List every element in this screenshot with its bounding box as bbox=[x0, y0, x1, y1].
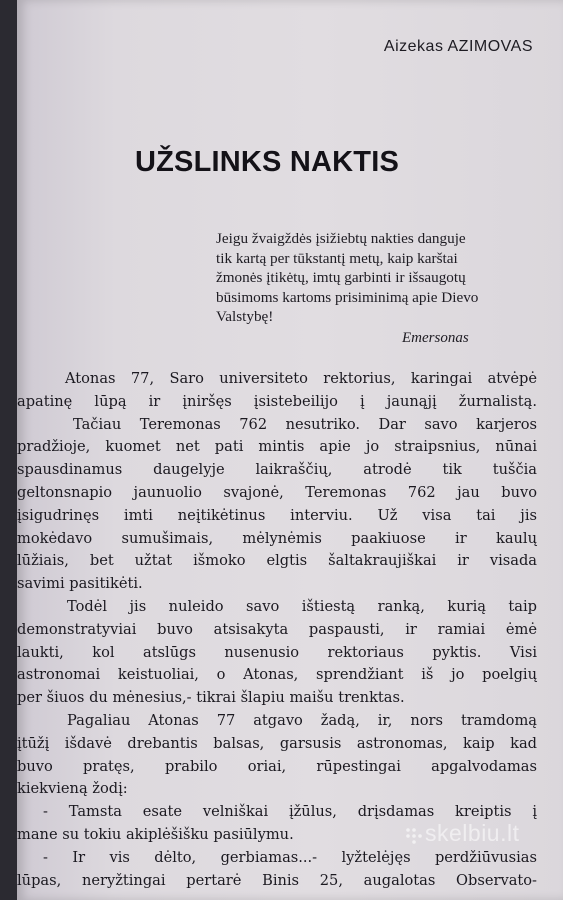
epigraph-line: žmonės įtikėtų, imtų garbinti ir išsaugotų bbox=[216, 269, 466, 287]
text-line: pradžioje, kuomet net pati mintis apie jo straipsnius, nūnai bbox=[17, 438, 537, 456]
text-line: Tačiau Teremonas 762 nesutriko. Dar savo karjeros bbox=[73, 415, 537, 433]
epigraph-line: Valstybę! bbox=[216, 308, 274, 326]
epigraph-line: tik kartą per tūkstantį metų, kaip karštai bbox=[216, 249, 458, 267]
watermark: skelbiu.lt bbox=[425, 820, 520, 846]
text-line: demonstratyviai buvo atsisakyta paspausti, ir ramiai ėmė bbox=[17, 620, 537, 638]
text-line: apatinę lūpą ir įniršęs įsistebeilijo į jaunąjį žurnalistą. bbox=[17, 392, 537, 410]
text-line: lūžiais, bet užtat išmoko elgtis šaltakraujiškai ir visada bbox=[17, 552, 537, 570]
text-line: Todėl jis nuleido savo ištiestą ranką, kurią taip bbox=[67, 597, 537, 615]
body-text bbox=[17, 368, 563, 892]
epigraph-line: Jeigu žvaigždės įsižiebtų nakties danguje bbox=[216, 230, 466, 247]
text-line: geltonsnapio jaunuolio svajonė, Teremonas 762 jau buvo bbox=[17, 483, 537, 501]
text-line: astronomai keistuoliai, o Atonas, sprendžiant iš jo poelgių bbox=[17, 666, 537, 684]
text-line: - Ir vis dėlto, gerbiamas...- lyžtelėjęs perdžiūvusias bbox=[43, 848, 537, 866]
text-line: Pagaliau Atonas 77 atgavo žadą, ir, nors tramdomą bbox=[67, 711, 537, 729]
text-line: - Tamsta esate velniškai įžūlus, drįsdamas kreiptis į bbox=[43, 803, 537, 821]
text-line: laukti, kol atslūgs nusenusio rektoriaus pyktis. Visi bbox=[17, 643, 537, 661]
book-page bbox=[17, 0, 563, 900]
author-name: Aizekas AZIMOVAS bbox=[383, 38, 533, 55]
text-line: lūpas, neryžtingai pertarė Binis 25, augalotas Observato- bbox=[17, 871, 537, 889]
text-line: savimi pasitikėti. bbox=[17, 575, 143, 593]
text-line: įsigudrinęs imti neįtikėtinus interviu. Už visa tai jis bbox=[17, 506, 537, 524]
text-line: mokėdavo sumušimais, mėlynėmis paakiuose ir kaulų bbox=[17, 529, 537, 547]
text-line: spausdinamus daugelyje laikraščių, atrodė tik tuščia bbox=[17, 461, 537, 479]
epigraph-source: Emersonas bbox=[402, 330, 469, 346]
text-line: įtūžį išdavė drebantis balsas, garsusis astronomas, kaip kad bbox=[17, 734, 537, 752]
text-line: buvo pratęs, prabilo oriai, rūpestingai apgalvodamas bbox=[17, 757, 537, 775]
epigraph-line: būsimoms kartoms prisiminimą apie Dievo bbox=[216, 288, 479, 306]
chapter-title: UŽSLINKS NAKTIS bbox=[135, 146, 399, 178]
text-line: kiekvieną žodį: bbox=[17, 780, 128, 798]
watermark-logo-icon bbox=[405, 827, 423, 845]
text-line: per šiuos du mėnesius,- tikrai šlapiu maišu trenktas. bbox=[17, 689, 405, 707]
text-line: mane su tokiu akiplėšišku pasiūlymu. bbox=[17, 825, 294, 843]
epigraph bbox=[216, 229, 506, 327]
text-line: Atonas 77, Saro universiteto rektorius, karingai atvėpė bbox=[65, 370, 537, 387]
